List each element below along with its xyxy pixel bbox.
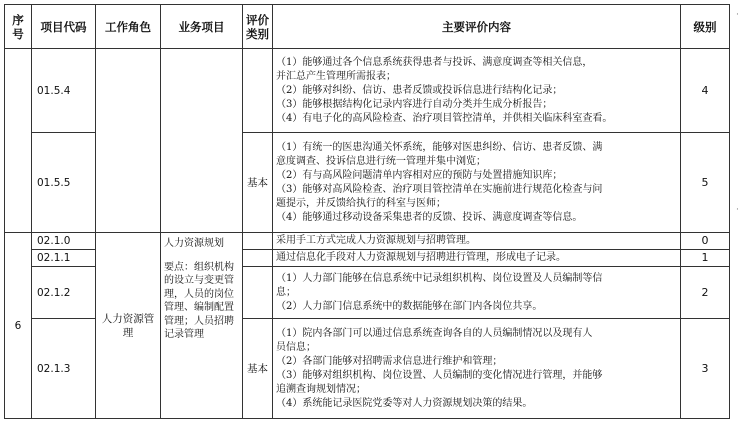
business-item (161, 233, 243, 419)
content-line: （2）各部门能够对招聘需求信息进行维护和管理； (276, 355, 503, 367)
eval-content (273, 233, 681, 250)
content-line: （2）能够对纠纷、信访、患者反馈或投诉信息进行结构化记录； (276, 84, 563, 96)
header-role: 工作角色 (96, 5, 161, 49)
evaluation-table (4, 4, 730, 419)
content-line: 通过信息化手段对人力资源规划与招聘进行管理，形成电子记录。 (276, 252, 566, 263)
content-line: （3）能够根据结构化记录内容进行自动分类并生成分析报告； (276, 98, 553, 110)
content-line: （2）人力部门信息系统中的数据能够在部门内各岗位共享。 (276, 300, 543, 312)
level: 2 (681, 267, 730, 319)
content-line: 员信息； (276, 341, 316, 353)
content-line: （1）能够通过各个信息系统获得患者与投诉、满意度调查等相关信息， (276, 56, 593, 68)
header-content: 主要评价内容 (273, 5, 681, 49)
eval-type (243, 250, 273, 267)
eval-content (273, 319, 681, 419)
eval-content (273, 133, 681, 233)
scroll-mark: · (736, 205, 739, 215)
level: 0 (681, 233, 730, 250)
content-line: 题提示，并反馈给执行的科室与医师； (276, 197, 446, 209)
eval-content (273, 267, 681, 319)
content-line: 息； (276, 286, 296, 298)
content-line: （2）有与高风险问题清单内容相对应的预防与处置措施知识库； (276, 169, 563, 181)
header-eval-type: 评价类别 (243, 5, 273, 49)
project-code: 02.1.2 (32, 267, 96, 319)
content-line: （1）人力部门能够在信息系统中记录组织机构、岗位设置及人员编制等信 (276, 272, 603, 284)
project-code: 02.1.1 (32, 250, 96, 267)
table-row (5, 49, 730, 133)
content-line: （4）能够通过移动设备采集患者的反馈、投诉、满意度调查等信息。 (276, 211, 583, 223)
header-business: 业务项目 (161, 5, 243, 49)
scroll-mark: · (736, 10, 739, 20)
eval-type (243, 233, 273, 250)
level: 3 (681, 319, 730, 419)
business-focus: 要点：组织机构的设立与变更管理，人员的岗位管理、编制配置管理；人员招聘记录管理 (164, 261, 234, 340)
content-line: （1）院内各部门可以通过信息系统查询各自的人员编制情况以及现有人 (276, 327, 593, 339)
table-row (5, 233, 730, 250)
eval-type: 基本 (243, 319, 273, 419)
content-line: 采用手工方式完成人力资源规划与招聘管理。 (276, 235, 476, 246)
content-line: （4）系统能记录医院党委等对人力资源规划决策的结果。 (276, 397, 533, 409)
seq-cell-empty (5, 49, 32, 233)
eval-type (243, 49, 273, 133)
role-cell-empty (96, 49, 161, 233)
business-cell-empty (161, 49, 243, 233)
level: 4 (681, 49, 730, 133)
eval-content (273, 49, 681, 133)
content-line: 追溯查询规划情况； (276, 383, 366, 395)
level: 5 (681, 133, 730, 233)
header-seq: 序号 (5, 5, 32, 49)
work-role: 人力资源管理 (96, 233, 161, 419)
business-title: 人力资源规划 (164, 238, 224, 249)
content-line: 并汇总产生管理所需报表； (276, 70, 396, 82)
eval-type: 基本 (243, 133, 273, 233)
eval-type (243, 267, 273, 319)
content-line: 意度调查、投诉信息进行统一管理并集中浏览； (276, 155, 486, 167)
eval-content (273, 250, 681, 267)
header-level: 级别 (681, 5, 730, 49)
header-row (5, 5, 730, 49)
level: 1 (681, 250, 730, 267)
header-code: 项目代码 (32, 5, 96, 49)
seq-number: 6 (5, 233, 32, 419)
content-line: （3）能够对高风险检查、治疗项目管控清单在实施前进行规范化检查与问 (276, 183, 603, 195)
content-line: （3）能够对组织机构、岗位设置、人员编制的变化情况进行管理，并能够 (276, 369, 603, 381)
project-code: 01.5.5 (32, 133, 96, 233)
project-code: 02.1.3 (32, 319, 96, 419)
project-code: 02.1.0 (32, 233, 96, 250)
project-code: 01.5.4 (32, 49, 96, 133)
content-line: （4）有电子化的高风险检查、治疗项目管控清单，并供相关临床科室查看。 (276, 112, 613, 124)
content-line: （1）有统一的医患沟通关怀系统，能够对医患纠纷、信访、患者反馈、满 (276, 141, 603, 153)
